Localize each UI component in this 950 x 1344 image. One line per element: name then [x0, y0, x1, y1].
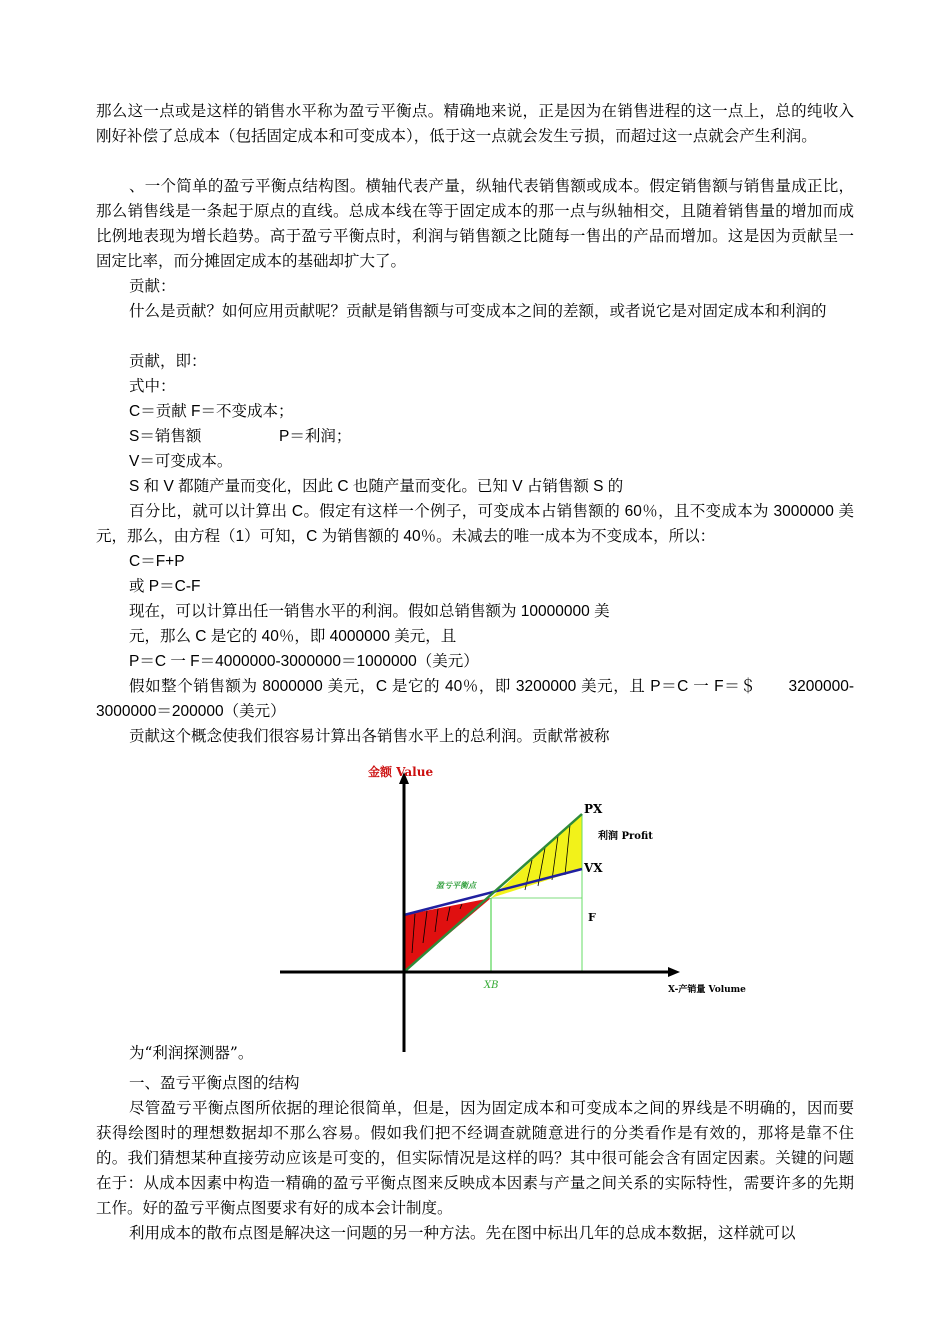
definition-c-f: C＝贡献 F＝不变成本；	[129, 403, 294, 420]
y-axis-label: 金额 Value	[368, 765, 434, 779]
equation-c: C＝F+P	[129, 553, 185, 570]
label-xb: XB	[484, 980, 499, 991]
label-breakeven-point: 盈亏平衡点	[436, 880, 476, 890]
sales-line	[404, 814, 582, 972]
line-profit-probe: 为“利润探测器”。	[129, 1044, 254, 1062]
paragraph-breakeven-definition: 那么这一点或是这样的销售水平称为盈亏平衡点。精确地来说，正是因为在销售进程的这一点上，总的纯收入刚好补偿了总成本（包括固定成本和可变成本），低于这一点就会发生亏损，而超过这一点就会产生利润。	[96, 102, 854, 145]
definition-p: P＝利润；	[279, 428, 352, 445]
paragraph-chart-structure: 尽管盈亏平衡点图所依据的理论很简单，但是，因为固定成本和可变成本之间的界线是不明确的，因而要获得绘图时的理想数据却不那么容易。假如我们把不经调查就随意进行的分类看作是有效的，那将是靠不住的。我们猜想某种直接劳动应该是可变的，但实际情况是这样的吗？其中很可能会含有固定因素。关键的问题在于：从成本因素中构造一精确的盈亏平衡点图来反映成本因素与产量之间关系的实际特性，需要许多的先期工作。好的盈亏平衡点图要求有好的成本会计制度。	[96, 1099, 854, 1217]
formula-where: 式中：	[129, 377, 176, 395]
line-yuan: 元，那么 C 是它的 40％，即 4000000 美元，且	[129, 628, 457, 645]
label-profit: 利润 Profit	[598, 831, 653, 842]
breakeven-chart	[270, 758, 770, 1056]
label-px: PX	[584, 802, 603, 816]
label-vx: VX	[584, 861, 603, 875]
x-axis-arrow	[668, 967, 680, 977]
definition-s: S＝销售额	[129, 428, 202, 445]
equation-p: 或 P＝C-F	[129, 578, 201, 595]
line-contribution-concept: 贡献这个概念使我们很容易计算出各销售水平上的总利润。贡献常被称	[129, 727, 610, 745]
formula-intro: 贡献，即：	[129, 352, 207, 370]
paragraph-scatter-method: 利用成本的散布点图是解决这一问题的另一种方法。先在图中标出几年的总成本数据，这样就可以	[129, 1224, 796, 1242]
paragraph-example: 百分比，就可以计算出 C。假定有这样一个例子，可变成本占销售额的 60％，且不变成本为 3000000 美元，那么，由方程（1）可知，C 为销售额的 40％。未减去的唯一成本为不变成本，所以：	[96, 503, 854, 545]
section-heading-chart-structure: 一、盈亏平衡点图的结构	[129, 1074, 300, 1092]
paragraph-what-is-contribution: 什么是贡献？如何应用贡献呢？贡献是销售额与可变成本之间的差额，或者说它是对固定成本和利润的	[129, 302, 827, 320]
equation-profit-10m: P＝C 一 F＝4000000-3000000＝1000000（美元）	[129, 653, 479, 670]
line-s-and-v: S 和 V 都随产量而变化，因此 C 也随产量而变化。已知 V 占销售额 S 的	[129, 478, 624, 495]
paragraph-chart-description: 、一个简单的盈亏平衡点结构图。横轴代表产量，纵轴代表销售额或成本。假定销售额与销售量成正比，那么销售线是一条起于原点的直线。总成本线在等于固定成本的那一点与纵轴相交，且随着销售量的增加而成比例地表现为增长趋势。高于盈亏平衡点时，利润与销售额之比随每一售出的产品而增加。这是因为贡献呈一固定比率，而分摊固定成本的基础却扩大了。	[96, 177, 854, 270]
definition-v: V＝可变成本。	[129, 453, 233, 470]
line-now: 现在，可以计算出任一销售水平的利润。假如总销售额为 10000000 美	[129, 603, 610, 620]
contribution-heading: 贡献：	[129, 277, 176, 295]
x-axis-label: X-产销量 Volume	[668, 985, 746, 995]
label-f: F	[588, 911, 596, 924]
paragraph-example-8m: 假如整个销售额为 8000000 美元，C 是它的 40％，即 3200000 美元，且 P＝C 一 F＝＄ 3200000-3000000＝200000（美元）	[96, 678, 854, 720]
